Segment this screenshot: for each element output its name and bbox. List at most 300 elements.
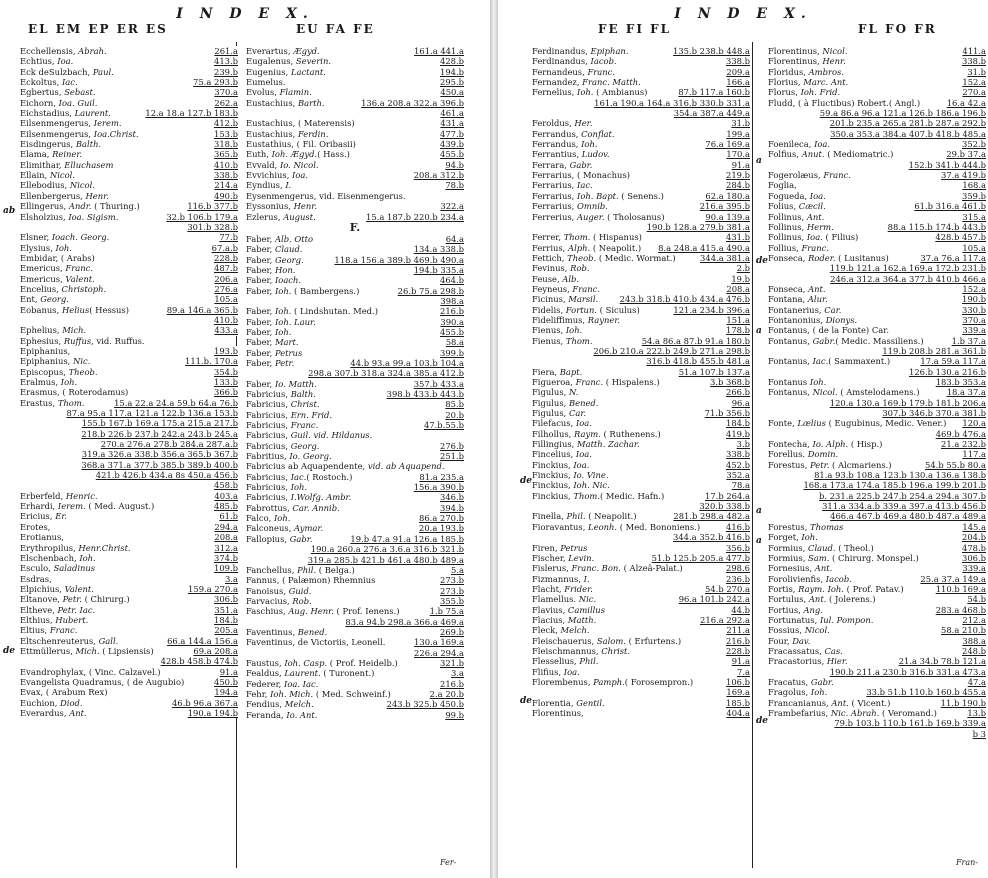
entry-given-name: Marc. Ant.	[803, 77, 849, 88]
entry-surname: Follinus,	[768, 211, 805, 222]
entry-note: ( Belga.)	[316, 564, 355, 575]
entry-given-name: Thom.	[573, 490, 600, 501]
index-entry	[768, 129, 986, 139]
entry-given-name: Ioach.	[274, 275, 302, 286]
entry-note: ( Lipsiensis)	[99, 645, 154, 656]
page-references: 59.a 86.a 96.a 121.a 126.b 186.a 196.b	[819, 108, 986, 119]
entry-note: ( Theol.)	[835, 542, 874, 553]
entry-note: ( Arabs)	[60, 252, 95, 263]
page-references: 3.b 368.b	[709, 377, 750, 387]
entry-surname: Folius,	[768, 201, 797, 212]
entry-surname: Floridus,	[768, 66, 806, 77]
entry-surname: Eichstadius,	[20, 108, 72, 119]
entry-given-name: Ioh.	[55, 242, 72, 253]
index-entry	[768, 346, 986, 356]
entry-given-name: Severin.	[295, 56, 332, 67]
entry-surname: Everartus,	[246, 46, 291, 56]
index-entry	[768, 646, 986, 656]
index-entry	[246, 46, 464, 56]
margin-annotation: a	[756, 536, 762, 546]
page-references: 431.b	[725, 232, 750, 243]
index-column	[768, 46, 986, 739]
index-entry	[246, 317, 464, 327]
book-gutter	[490, 0, 498, 878]
entry-surname: Fanoisus,	[246, 585, 287, 596]
entry-given-name: Henr.	[293, 201, 317, 212]
index-entry	[246, 379, 464, 389]
entry-note: vid. Eisenmengerus.	[319, 190, 406, 201]
index-entry	[532, 212, 750, 222]
page-references: 450.b	[213, 676, 238, 687]
page-references: 190.a 194.b	[187, 708, 238, 718]
entry-given-name: Georg.	[40, 294, 69, 305]
index-entry	[768, 356, 986, 366]
entry-surname: Fabricius,	[246, 471, 289, 482]
page-references: 338.b	[725, 449, 750, 460]
page-references: 404.a	[726, 708, 750, 718]
entry-surname: Finckius,	[532, 490, 571, 501]
entry-given-name: Matth.	[567, 614, 597, 625]
entry-surname: Epiphanius,	[20, 356, 71, 367]
entry-note: ( Bambergens.)	[291, 285, 360, 296]
entry-given-name: Lælius	[797, 418, 826, 429]
index-entry	[532, 615, 750, 625]
page-references: 399.b	[439, 347, 464, 358]
index-entry	[532, 67, 750, 77]
entry-given-name: Franc.	[801, 242, 830, 253]
index-entry	[20, 87, 238, 97]
entry-note: ( de Augubio)	[126, 676, 185, 687]
entry-surname: Ferrandus,	[532, 139, 579, 150]
index-entry	[20, 563, 238, 573]
entry-given-name: Franc.	[290, 420, 319, 431]
entry-surname: Faber,	[246, 306, 273, 317]
entry-surname: Ellingerus,	[20, 201, 67, 212]
index-entry	[246, 212, 464, 222]
entry-given-name: Henric.	[65, 490, 98, 501]
page-references: 359.b	[961, 190, 986, 201]
page-references: 283.a 468.b	[935, 604, 986, 615]
page-references: 370.a	[962, 314, 986, 325]
page-references: 208.a 312.b	[413, 170, 464, 181]
index-entry	[532, 574, 750, 584]
entry-given-name: Ierem.	[57, 501, 86, 512]
entry-note: ( Hispanus)	[590, 232, 642, 243]
page-references: 185.b	[725, 697, 750, 708]
index-entry	[246, 87, 464, 97]
entry-given-name: N.	[568, 387, 579, 398]
entry-surname: Eltius,	[20, 625, 48, 636]
entry-surname: Finckius,	[532, 470, 571, 481]
entry-given-name: Ludov.	[581, 149, 610, 160]
page-references: 71.b 356.b	[704, 408, 750, 419]
entry-surname: Eyndius,	[246, 180, 283, 191]
entry-given-name: Gabr.	[289, 533, 313, 544]
entry-given-name: Conflat.	[581, 128, 615, 139]
entry-given-name: Ioa. Guil.	[58, 97, 98, 108]
column-header-right: EU FA FE	[296, 22, 375, 36]
index-entry	[20, 429, 238, 439]
entry-surname: Folfius,	[768, 149, 800, 160]
entry-given-name: Melch.	[284, 699, 314, 710]
entry-given-name: Thom.	[57, 397, 85, 408]
page-references: 111.b. 170.a	[185, 356, 238, 367]
index-entry	[532, 284, 750, 294]
entry-surname: Fonseca,	[768, 252, 806, 263]
entry-note: ( Materensis)	[297, 118, 355, 129]
page-references: 320.b 338.b	[699, 501, 750, 512]
page-references: 79.b 103.b 110.b 161.b 169.b 339.a	[834, 718, 986, 729]
entry-given-name: Thomas	[810, 521, 844, 532]
index-entry	[532, 139, 750, 149]
index-entry	[20, 480, 238, 490]
entry-given-name: Thom.	[563, 232, 591, 243]
page-references: 151.a	[726, 314, 750, 325]
entry-surname: Federer,	[246, 678, 282, 689]
index-entry	[532, 470, 750, 480]
index-entry	[246, 129, 464, 139]
entry-note: ( Hessus)	[89, 304, 129, 315]
entry-given-name: Io. Nicol.	[279, 159, 319, 170]
page-references: 2.b	[736, 263, 750, 274]
entry-given-name: Melch.	[560, 625, 590, 636]
entry-note: ( Monachus)	[577, 170, 631, 181]
entry-given-name: Pamph.	[593, 676, 625, 687]
page-references: 12.a 18.a 127.b 183.b	[145, 108, 238, 119]
entry-given-name: Balth.	[290, 389, 316, 399]
entry-given-name: Ioh.	[565, 325, 583, 336]
page-references: 219.b	[725, 170, 750, 181]
entry-surname: Fontanus,	[768, 356, 810, 367]
page-references: 458.b	[213, 480, 238, 491]
index-entry	[532, 232, 750, 242]
entry-given-name: Iacob.	[825, 573, 852, 584]
entry-note: ( Vicent.)	[848, 697, 891, 708]
entry-surname: Fabricius,	[246, 430, 289, 441]
page-references: 184.b	[725, 418, 750, 429]
page-references: 2.a 20.b	[429, 688, 464, 699]
entry-surname: Faventinus,	[246, 637, 296, 648]
index-entry	[20, 377, 238, 387]
page-references: 18.a 37.a	[946, 387, 986, 398]
entry-note: ( Lindshutan. Med.)	[291, 306, 378, 317]
index-entry	[532, 274, 750, 284]
index-entry	[246, 306, 464, 316]
page-references: 205.a	[214, 625, 238, 636]
entry-given-name: Dav.	[792, 635, 811, 646]
page-references: 15.a 187.b 220.b 234.a	[366, 211, 464, 222]
page-references: 3.a	[225, 573, 238, 584]
entry-surname: Ettmüllerus,	[20, 645, 73, 656]
index-entry	[246, 637, 464, 647]
page-references: 67.a.b	[211, 242, 238, 253]
entry-given-name: Valent.	[64, 583, 94, 594]
page-references: 487.b	[213, 263, 238, 274]
page-references: 228.b	[213, 252, 238, 263]
entry-given-name: Omnib.	[577, 201, 608, 212]
index-entry	[768, 708, 986, 718]
index-entry	[532, 336, 750, 346]
entry-surname: Eyssonius,	[246, 201, 291, 212]
page-references: 194.a	[214, 687, 238, 698]
index-entry	[768, 605, 986, 615]
index-entry	[768, 180, 986, 190]
page-references: 410.b	[213, 159, 238, 170]
entry-surname: Eustachius,	[246, 118, 296, 129]
entry-surname: Fortis,	[768, 583, 796, 594]
index-entry	[768, 139, 986, 149]
index-entry	[532, 387, 750, 397]
page-references: 284.b	[725, 180, 750, 191]
page-title: I N D E X.	[674, 6, 812, 22]
entry-surname: Fontanerius,	[768, 304, 822, 315]
page-references: 204.b	[961, 532, 986, 543]
index-entry	[20, 56, 238, 66]
entry-surname: Faber,	[246, 275, 273, 286]
page-references: 261.a	[214, 46, 238, 56]
index-entry	[20, 439, 238, 449]
entry-surname: Follius,	[768, 242, 799, 253]
entry-given-name: Ioa.	[575, 418, 592, 429]
index-entry	[246, 410, 464, 420]
entry-given-name: Bened.	[568, 397, 599, 408]
index-entry	[246, 244, 464, 254]
page-references: 166.a	[726, 77, 750, 88]
page-references: 20.b	[445, 409, 464, 420]
page-references: 152.b 341.b 444.b	[908, 159, 986, 170]
index-entry	[532, 449, 750, 459]
page-references: 76.a 169.a	[705, 139, 750, 150]
index-entry	[20, 594, 238, 604]
index-entry	[20, 222, 238, 232]
index-entry	[532, 263, 750, 273]
index-entry	[20, 77, 238, 87]
index-entry	[20, 284, 238, 294]
entry-surname: Francanianus,	[768, 697, 829, 708]
entry-given-name: Alph.	[568, 242, 591, 253]
page-references: 216.a 395.b	[699, 201, 750, 212]
entry-given-name: Diod.	[60, 697, 83, 708]
index-entry	[768, 480, 986, 490]
entry-surname: Erasmus,	[20, 387, 60, 398]
page-references: 26.b 75.a 298.b	[397, 285, 464, 296]
entry-surname: Erotes,	[20, 521, 51, 532]
page-references: 31.b	[731, 118, 750, 129]
index-entry	[532, 77, 750, 87]
entry-surname: Ephesius,	[20, 335, 62, 346]
page-references: 89.a 146.a 365.b	[166, 304, 238, 315]
index-entry	[20, 98, 238, 108]
index-entry	[246, 296, 464, 306]
entry-surname: Farvacius,	[246, 595, 290, 606]
index-entry	[768, 170, 986, 180]
page-references: 357.b 433.a	[413, 378, 464, 389]
entry-surname: Elimithar,	[20, 159, 62, 170]
entry-given-name: Ioa. Sigism.	[68, 211, 119, 222]
entry-given-name: Ioa.	[806, 232, 823, 243]
entry-surname: Forolivienfis,	[768, 573, 824, 584]
index-entry	[532, 553, 750, 563]
index-entry	[246, 648, 464, 658]
index-entry	[768, 367, 986, 377]
page-references: 78.b	[445, 180, 464, 191]
page-references: 419.b	[725, 428, 750, 439]
index-entry	[20, 646, 238, 656]
entry-surname: Fanchellus,	[246, 564, 295, 575]
page-references: 3.a	[451, 668, 464, 679]
entry-surname: Eilsenmengerus,	[20, 118, 92, 129]
index-entry	[768, 460, 986, 470]
index-entry	[246, 679, 464, 689]
index-entry	[20, 129, 238, 139]
entry-given-name: Cas.	[824, 645, 843, 656]
entry-given-name: Ang.	[803, 604, 823, 615]
entry-given-name: Aymar.	[294, 523, 324, 534]
index-entry	[246, 118, 464, 128]
index-entry	[20, 460, 238, 470]
page-references: 135.b 238.b 448.a	[673, 46, 750, 56]
page-references: 120.a 130.a 169.b 179.b 181.b 206.a	[829, 397, 986, 408]
entry-surname: Ferdinandus,	[532, 56, 588, 67]
index-entry	[20, 574, 238, 584]
page-references: 32.b 106.b 179.a	[166, 211, 238, 222]
entry-given-name: Petr.	[274, 357, 295, 368]
page-references: 87.b 117.a 160.b	[678, 87, 750, 98]
page-references: 398.b 433.b 443.b	[386, 389, 464, 399]
index-entry	[768, 56, 986, 66]
index-entry	[768, 687, 986, 697]
page-references: 344.a 381.a	[700, 252, 750, 263]
index-entry	[246, 368, 464, 378]
entry-surname: Florus,	[768, 87, 798, 98]
entry-note: ( Vinc. Calzavel.)	[88, 666, 161, 677]
entry-given-name: Petrus	[274, 347, 303, 358]
entry-given-name: Ioach. Georg.	[51, 232, 110, 243]
entry-given-name: Nicol.	[822, 46, 848, 56]
entry-surname: Foglia,	[768, 180, 797, 191]
entry-surname: Erhardi,	[20, 501, 56, 512]
entry-surname: Fabrottus,	[246, 502, 290, 513]
entry-surname: Fracassatus,	[768, 645, 822, 656]
entry-given-name: Ant.	[814, 563, 833, 574]
entry-surname: Erberfeld,	[20, 490, 64, 501]
entry-given-name: Ioa. Iac.	[284, 678, 319, 689]
entry-given-name: I.	[583, 573, 590, 584]
entry-given-name: Leonh.	[588, 521, 618, 532]
entry-note: ( Jolerens.)	[826, 594, 876, 605]
index-entry	[768, 574, 986, 584]
page-references: 218.b 226.b 237.b 242.a 243.b 245.a	[81, 428, 238, 439]
entry-surname: Fontanus	[768, 377, 808, 387]
entry-given-name: Iac.	[290, 471, 307, 482]
index-entry	[20, 615, 238, 625]
entry-given-name: Cæcil.	[798, 201, 826, 212]
entry-given-name: Helius	[61, 304, 90, 315]
page-references: 153.b	[213, 128, 238, 139]
entry-note: ( Ruthenens.)	[600, 428, 661, 439]
entry-surname: Fontana,	[768, 294, 806, 305]
page-references: 21.a 232.b	[941, 439, 986, 450]
page-references: 54.b	[967, 594, 986, 605]
page-references: 339.a	[962, 563, 986, 574]
index-entry	[246, 565, 464, 575]
index-entry	[246, 149, 464, 159]
page-references: 83.a 94.b 298.a 366.a 469.a	[345, 616, 464, 627]
page-references: 370.a	[214, 87, 238, 98]
page-references: 295.b	[439, 77, 464, 88]
entry-given-name: I.Wolfg. Ambr.	[290, 492, 352, 503]
index-entry	[532, 170, 750, 180]
entry-given-name: Claud.	[808, 542, 836, 553]
page-references: 338.b	[213, 170, 238, 181]
index-entry	[20, 677, 238, 687]
page-references: 155.b 167.b 169.a 175.a 215.a 217.b	[81, 418, 238, 429]
entry-surname: Fabricius,	[246, 389, 289, 399]
entry-surname: Ferrarius,	[532, 190, 575, 201]
entry-given-name: Georg.	[274, 254, 304, 265]
entry-surname: Foenileca,	[768, 139, 812, 150]
entry-given-name: Hier.	[826, 656, 848, 667]
entry-surname: Ferdinandus,	[532, 46, 588, 56]
entry-surname: Follinus,	[768, 221, 805, 232]
index-entry	[20, 418, 238, 428]
entry-given-name: Iacob.	[590, 56, 617, 67]
page-references: 1.b 37.a	[951, 335, 986, 346]
page-references: 19.b 47.a 91.a 126.a 185.b	[350, 533, 464, 544]
entry-surname: Ephelius,	[20, 325, 60, 336]
entry-note: ( Neapolit.)	[585, 511, 637, 522]
page-references: 116.b 377.b	[187, 201, 238, 212]
entry-given-name: Theob.	[68, 366, 98, 377]
page-references: 64.a	[445, 233, 464, 244]
index-entry	[768, 522, 986, 532]
index-entry	[20, 625, 238, 635]
entry-given-name: Lactant.	[290, 66, 326, 77]
entry-note: ( Sammaxent.)	[828, 356, 891, 367]
margin-annotation: a	[756, 506, 762, 516]
entry-surname: Feranda,	[246, 709, 284, 720]
index-entry	[768, 98, 986, 108]
index-entry	[532, 543, 750, 553]
entry-surname: Fossius,	[768, 625, 803, 636]
page-references: 77.b	[219, 232, 238, 243]
index-entry	[20, 201, 238, 211]
index-entry	[246, 586, 464, 596]
page-references: 209.a	[726, 66, 750, 77]
entry-surname: Evax,	[20, 687, 44, 698]
index-entry	[532, 584, 750, 594]
entry-surname: Eltheve,	[20, 604, 55, 615]
index-entry	[768, 191, 986, 201]
entry-given-name: Franc.	[823, 170, 851, 181]
entry-surname: Epiphanius,	[20, 345, 71, 356]
page-references: 490.b	[213, 190, 238, 201]
entry-given-name: Ioh.	[801, 532, 818, 543]
entry-note: ( Medic. Massiliens.)	[835, 335, 924, 346]
page-references: 118.a 156.a 389.b 469.b 490.a	[334, 254, 464, 265]
index-entry	[532, 687, 750, 697]
entry-given-name: Gentil.	[576, 697, 605, 708]
entry-given-name: Io. Matth.	[274, 378, 317, 389]
margin-annotation: ab	[3, 206, 16, 216]
entry-given-name: Marsil.	[568, 294, 599, 305]
index-entry	[768, 729, 986, 739]
entry-note: ( Hass.)	[317, 149, 350, 160]
index-entry	[246, 98, 464, 108]
index-entry	[20, 667, 238, 677]
entry-surname: Fracatus,	[768, 676, 809, 687]
index-entry	[532, 636, 750, 646]
